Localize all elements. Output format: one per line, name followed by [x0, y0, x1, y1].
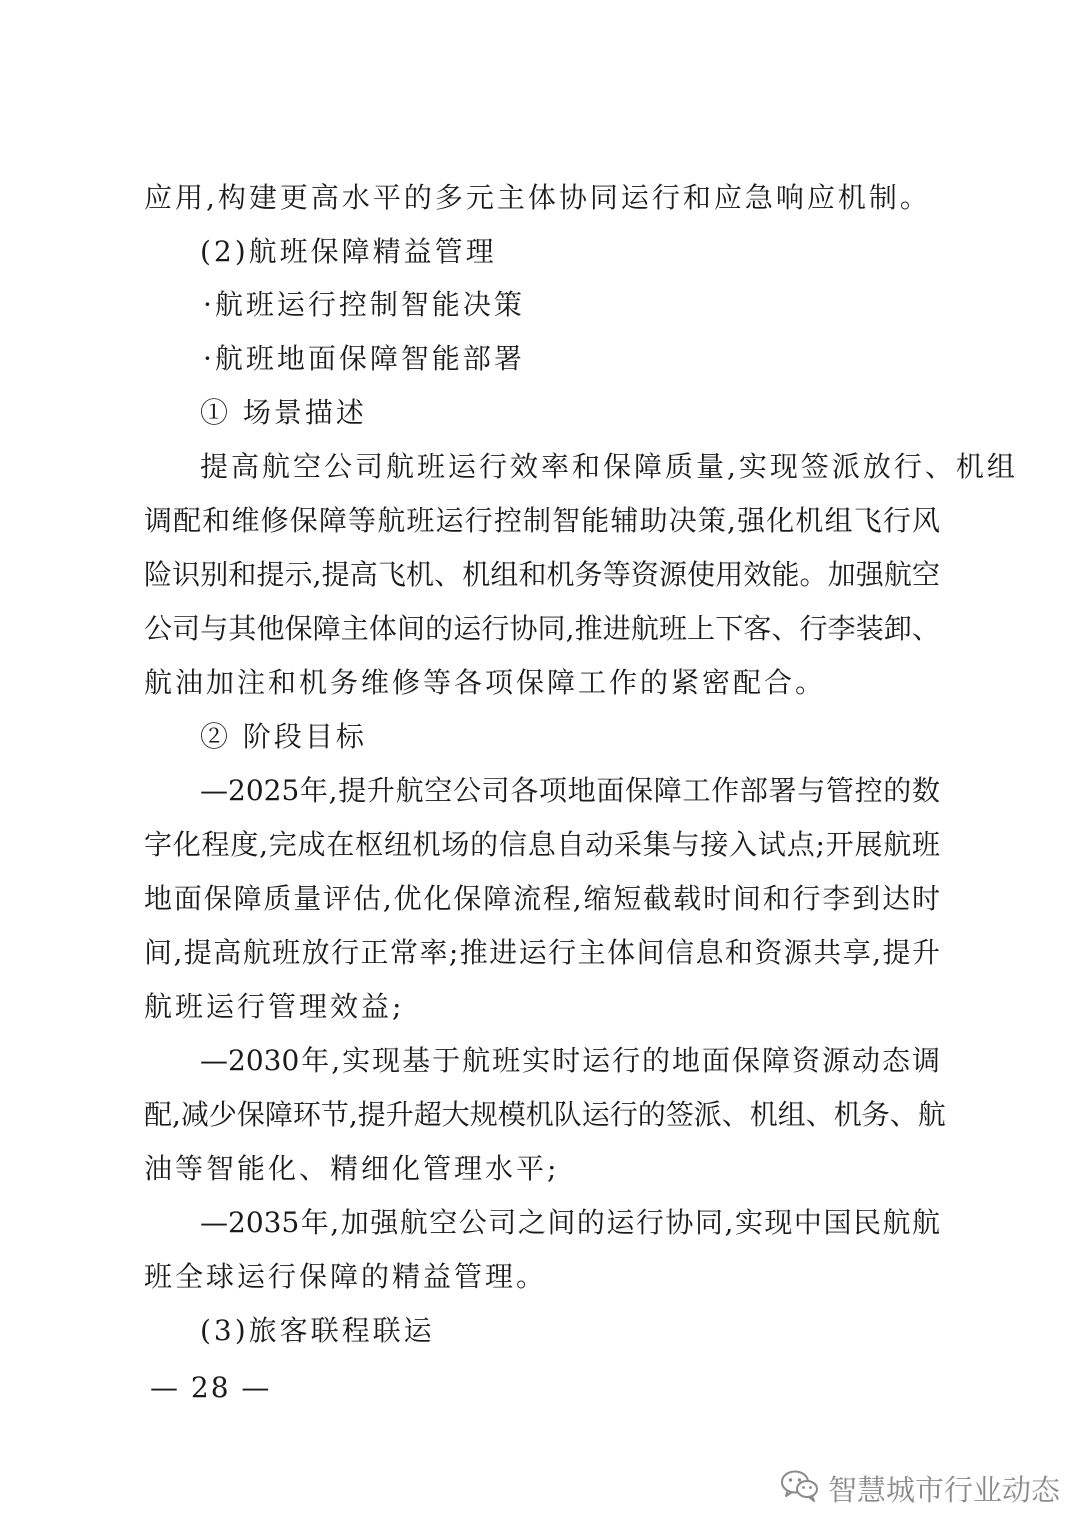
paragraph-line: 公司与其他保障主体间的运行协同,推进航班上下客、行李装卸、 [144, 612, 940, 645]
page-number: — 28 — [150, 1371, 272, 1404]
goal-2025-line: 地面保障质量评估,优化保障流程,缩短截载时间和行李到达时 [144, 882, 940, 915]
subheading-scenario-description: ① 场景描述 [200, 396, 367, 429]
goal-2025-line: 字化程度,完成在枢纽机场的信息自动采集与接入试点;开展航班 [144, 828, 940, 861]
paragraph-line: 提高航空公司航班运行效率和保障质量,实现签派放行、机组 [200, 450, 1018, 483]
bullet-item-ground-support: ·航班地面保障智能部署 [203, 342, 525, 375]
goal-2030-line: 配,减少保障环节,提升超大规模机队运行的签派、机组、机务、航 [144, 1098, 946, 1131]
section-heading-3: (3)旅客联程联运 [200, 1314, 435, 1347]
goal-2025-line: 航班运行管理效益; [144, 990, 405, 1023]
paragraph-line: 险识别和提示,提高飞机、机组和机务等资源使用效能。加强航空 [144, 558, 940, 591]
goal-2035-line: —2035年,加强航空公司之间的运行协同,实现中国民航航 [200, 1206, 940, 1239]
watermark-account-name: 智慧城市行业动态 [828, 1472, 1061, 1507]
paragraph-line: 调配和维修保障等航班运行控制智能辅助决策,强化机组飞行风 [144, 504, 940, 537]
goal-2030-line: 油等智能化、精细化管理水平; [144, 1152, 560, 1185]
watermark [780, 1468, 1060, 1508]
goal-2025-line: 间,提高航班放行正常率;推进运行主体间信息和资源共享,提升 [144, 936, 940, 969]
goal-2035-line: 班全球运行保障的精益管理。 [144, 1260, 548, 1293]
wechat-icon [780, 1469, 820, 1507]
section-heading-2: (2)航班保障精益管理 [200, 235, 497, 268]
paragraph-continuation-line: 应用,构建更高水平的多元主体协同运行和应急响应机制。 [144, 181, 931, 214]
goal-2025-line: —2025年,提升航空公司各项地面保障工作部署与管控的数 [200, 774, 940, 807]
goal-2030-line: —2030年,实现基于航班实时运行的地面保障资源动态调 [200, 1044, 940, 1077]
subheading-stage-goals: ② 阶段目标 [200, 720, 367, 753]
paragraph-line: 航油加注和机务维修等各项保障工作的紧密配合。 [144, 666, 827, 699]
bullet-item-flight-control: ·航班运行控制智能决策 [203, 288, 525, 321]
